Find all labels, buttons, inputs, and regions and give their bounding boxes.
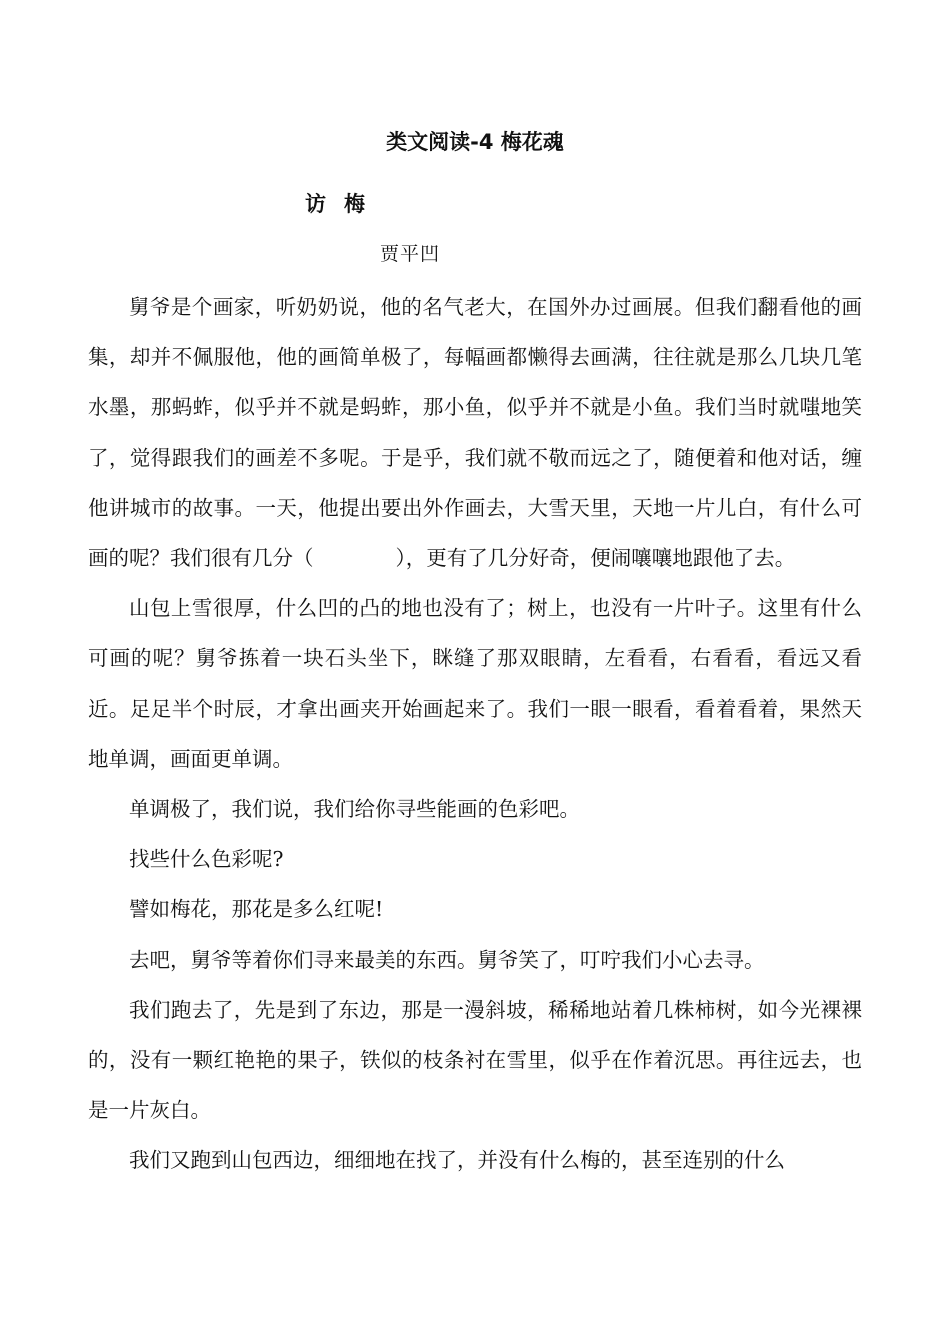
article-body (88, 282, 862, 1186)
paragraph: 找些什么色彩呢? (129, 847, 284, 872)
paragraph (88, 282, 862, 583)
paragraph: 山包上雪很厚，什么凹的凸的地也没有了；树上，也没有一片叶子。这里有什么可画的呢？舅爷拣着一块石头坐下，眯缝了那双眼睛，左看看，右看看，看远又看近。足足半个时辰，才拿出画夹开始画起来了。我们一眼一眼看，看着看着，果然天地单调，画面更单调。 (88, 596, 862, 771)
paragraph: 去吧，舅爷等着你们寻来最美的东西。舅爷笑了，叮咛我们小心去寻。 (129, 947, 765, 972)
paragraph-text-after-blank: ），更有了几分好奇，便闹嚷嚷地跟他了去。 (395, 546, 796, 571)
section-title: 访梅 (305, 192, 383, 216)
author-name: 贾平凹 (380, 243, 441, 265)
paragraph: 我们又跑到山包西边，细细地在找了，并没有什么梅的，甚至连别的什么 (129, 1148, 785, 1173)
paragraph: 我们跑去了，先是到了东边，那是一漫斜坡，稀稀地站着几株柿树，如今光裸裸的，没有一颗红艳艳的果子，铁似的枝条衬在雪里，似乎在作着沉思。再往远去，也是一片灰白。 (88, 997, 862, 1123)
paragraph-text-before-blank: 舅爷是个画家，听奶奶说，他的名气老大，在国外办过画展。但我们翻看他的画集，却并不佩服他，他的画简单极了，每幅画都懒得去画满，往往就是那么几块几笔水墨，那蚂蚱，似乎并不就是蚂蚱，那小鱼，似乎并不就是小鱼。我们当时就嗤地笑了，觉得跟我们的画差不多呢。于是乎，我们就不敬而远之了，随便着和他对话，缠他讲城市的故事。一天，他提出要出外作画去，大雪天里，天地一片儿白，有什么可画的呢？我们很有几分（ (88, 295, 862, 571)
paragraph: 单调极了，我们说，我们给你寻些能画的色彩吧。 (129, 797, 580, 822)
document-title: 类文阅读-4 梅花魂 (386, 130, 564, 154)
paragraph: 譬如梅花，那花是多么红呢! (129, 897, 384, 922)
